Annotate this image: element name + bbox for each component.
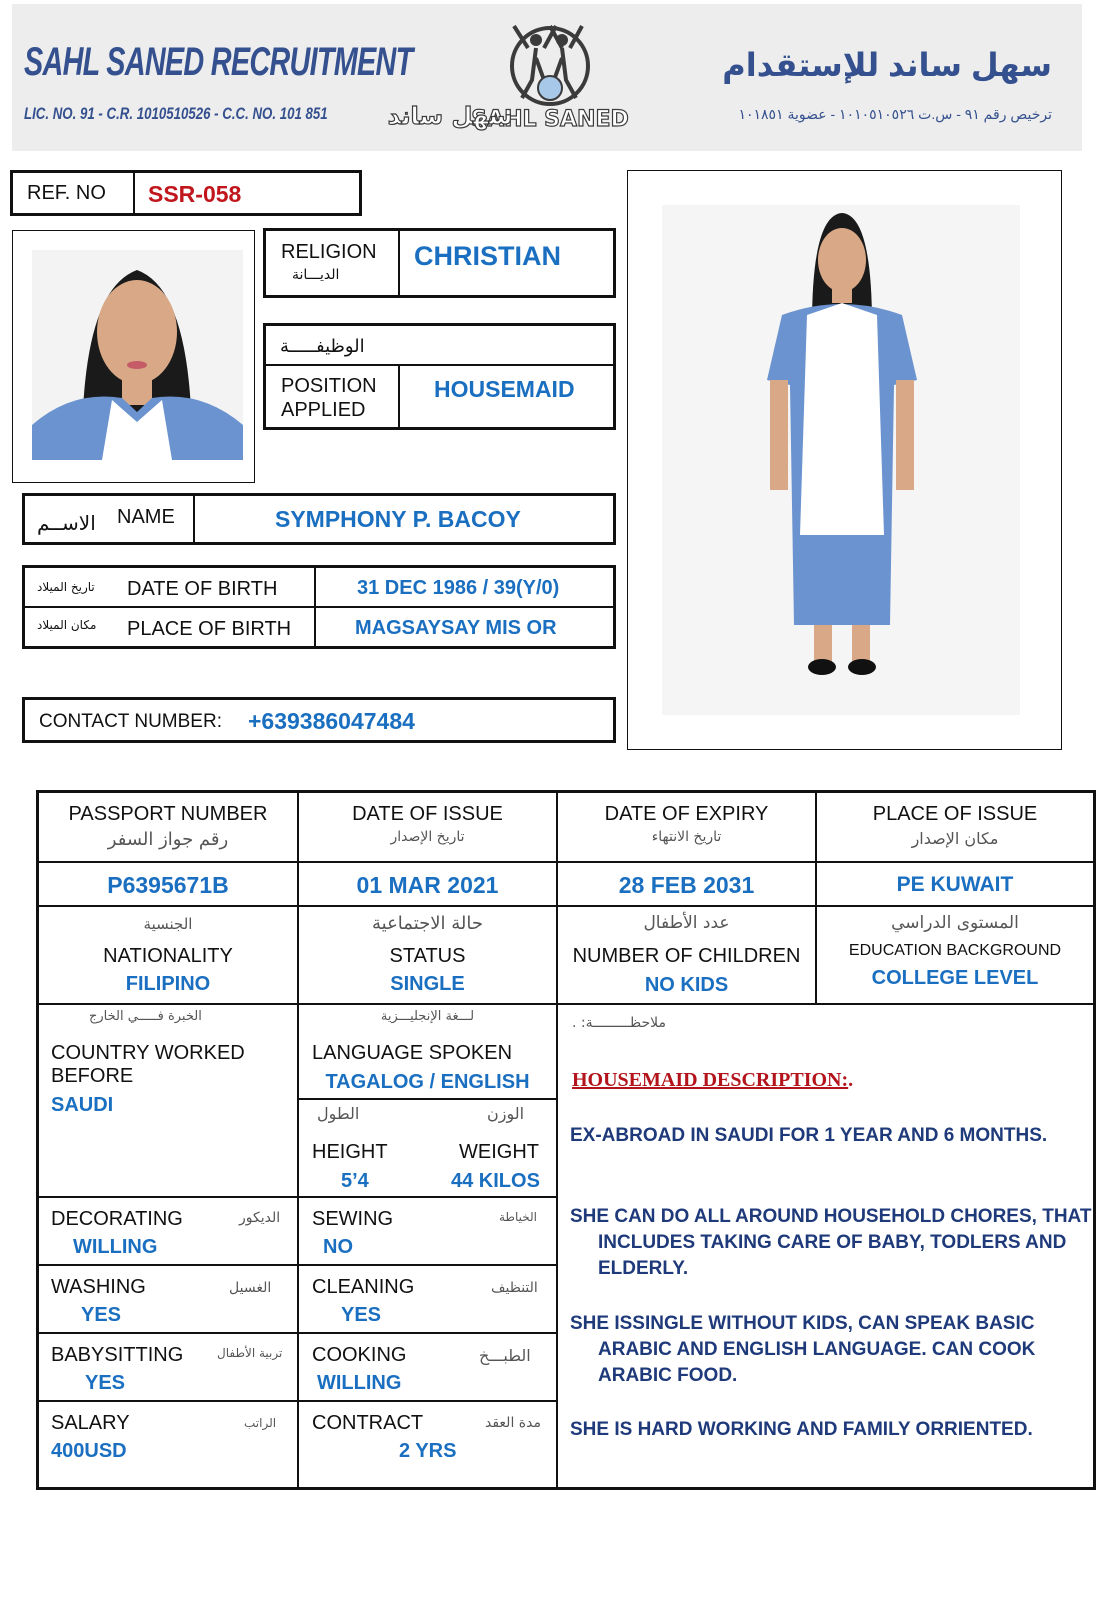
children-cell (558, 907, 817, 1005)
cooking-label-ar: الطبـــخ (479, 1346, 531, 1365)
status-cell (299, 907, 558, 1005)
remarks-label-ar: ملاحظـــــــــة: . (572, 1015, 667, 1031)
ref-label: REF. NO (27, 182, 106, 204)
portrait-frame (12, 230, 255, 483)
expiry-date-label-ar: تاريخ الانتهاء (651, 829, 722, 845)
washing-label-ar: الغسيل (229, 1280, 272, 1296)
nationality-value: FILIPINO (125, 973, 211, 995)
passport-number-header (39, 793, 299, 863)
education-value: COLLEGE LEVEL (871, 967, 1039, 989)
sewing-label-ar: الخياطة (499, 1210, 537, 1224)
status-value: SINGLE (390, 973, 465, 995)
position-label-line1: POSITION (281, 375, 377, 397)
remarks-title-suffix: . (848, 1069, 854, 1091)
sewing-label: SEWING (312, 1208, 394, 1230)
company-license-en: LIC. NO. 91 - C.R. 1010510526 - C.C. NO. 101 851 (24, 104, 328, 123)
religion-value: CHRISTIAN (414, 241, 561, 271)
contract-value: 2 YRS (399, 1440, 457, 1462)
religion-label: RELIGION (281, 241, 377, 263)
decorating-label-ar: الديكور (239, 1210, 281, 1226)
ref-box (10, 170, 362, 216)
nationality-label: NATIONALITY (103, 945, 233, 967)
decorating-value: WILLING (73, 1236, 158, 1258)
country-worked-label-line1: COUNTRY WORKED (51, 1042, 245, 1064)
passport-number: P6395671B (107, 872, 229, 898)
washing-value: YES (81, 1304, 122, 1326)
cleaning-value: YES (341, 1304, 382, 1326)
issue-date-header (299, 793, 558, 863)
height-label-ar: الطول (317, 1104, 360, 1123)
religion-box (263, 228, 616, 298)
contact-box (22, 697, 616, 743)
remarks-panel (558, 1005, 1093, 1487)
sewing-cell (299, 1198, 558, 1266)
place-issue-label: PLACE OF ISSUE (872, 803, 1038, 825)
issue-date-cell (299, 863, 558, 907)
height-value: 5’4 (341, 1170, 369, 1192)
pob-label: PLACE OF BIRTH (127, 618, 292, 640)
contract-label: CONTRACT (312, 1412, 424, 1434)
country-worked-cell (39, 1005, 299, 1198)
education-label: EDUCATION BACKGROUND (848, 942, 1062, 959)
logo-text-en: SAHL SANED (471, 107, 629, 132)
children-label-ar: عدد الأطفال (643, 913, 730, 933)
position-label-ar: الوظيفـــــة (280, 336, 365, 357)
washing-label: WASHING (51, 1276, 146, 1298)
company-logo (387, 18, 690, 133)
remarks-title-line (572, 1069, 853, 1092)
babysitting-cell (39, 1334, 299, 1402)
position-label-line2: APPLIED (281, 399, 366, 421)
children-value: NO KIDS (644, 974, 729, 996)
sewing-value: NO (323, 1236, 353, 1258)
full-body-frame (627, 170, 1062, 750)
place-issue-header (817, 793, 1093, 863)
remarks-title: HOUSEMAID DESCRIPTION: (572, 1069, 849, 1091)
language-value: TAGALOG / ENGLISH (325, 1071, 530, 1093)
height-label: HEIGHT (312, 1141, 388, 1163)
decorating-cell (39, 1198, 299, 1266)
salary-cell (39, 1402, 299, 1487)
cleaning-label-ar: التنظيف (491, 1280, 538, 1296)
contract-cell (299, 1402, 558, 1487)
issue-date: 01 MAR 2021 (356, 872, 499, 898)
babysitting-label-ar: تربية الأطفال (217, 1346, 283, 1360)
expiry-date: 28 FEB 2031 (618, 872, 755, 898)
issue-date-label-ar: تاريخ الإصدار (390, 829, 465, 845)
dob-label: DATE OF BIRTH (127, 578, 278, 600)
status-label-ar: حالة الاجتماعية (371, 913, 483, 934)
cooking-label: COOKING (312, 1344, 407, 1366)
pob-label-ar: مكان الميلاد (37, 618, 97, 632)
details-table (36, 790, 1096, 1490)
height-weight-cell (299, 1100, 558, 1198)
contract-label-ar: مدة العقد (485, 1415, 541, 1431)
place-issue-cell (817, 863, 1093, 907)
weight-label-ar: الوزن (487, 1104, 525, 1123)
salary-label-ar: الراتب (244, 1416, 277, 1430)
name-label-ar: الاســم (37, 511, 96, 535)
contact-label: CONTACT NUMBER: (39, 711, 222, 732)
expiry-date-cell (558, 863, 817, 907)
remarks-paragraph-2: SHE CAN DO ALL AROUND HOUSEHOLD CHORES, THAT INCLUDES TAKING CARE OF BABY, TODLERS AND ELDERLY. (570, 1206, 1092, 1279)
position-box (263, 323, 616, 430)
issue-date-label: DATE OF ISSUE (352, 803, 503, 825)
language-label: LANGUAGE SPOKEN (312, 1042, 513, 1064)
weight-value: 44 KILOS (451, 1170, 540, 1192)
ref-value: SSR-058 (148, 181, 242, 207)
religion-label-ar: الديـــانة (292, 267, 340, 283)
country-worked-label-ar: الخبرة فـــــي الخارج (89, 1009, 202, 1024)
decorating-label: DECORATING (51, 1208, 183, 1230)
full-body-photo (662, 205, 1020, 715)
portrait-photo (32, 250, 243, 460)
babysitting-label: BABYSITTING (51, 1344, 184, 1366)
contact-value: +639386047484 (248, 708, 415, 734)
remarks-paragraph-1: EX-ABROAD IN SAUDI FOR 1 YEAR AND 6 MONTHS. (570, 1125, 1048, 1146)
cleaning-cell (299, 1266, 558, 1334)
expiry-date-header (558, 793, 817, 863)
country-worked-value: SAUDI (51, 1094, 114, 1116)
cooking-cell (299, 1334, 558, 1402)
name-label: NAME (117, 506, 175, 528)
language-label-ar: لـــغة الإنجليـــزية (380, 1009, 475, 1024)
nationality-label-ar: الجنسية (143, 915, 193, 933)
salary-label: SALARY (51, 1412, 130, 1434)
dob-value: 31 DEC 1986 / 39(Y/0) (357, 577, 560, 599)
place-issue-label-ar: مكان الإصدار (911, 829, 999, 848)
company-name-ar: سهل ساند للإستقدام (722, 47, 1052, 83)
passport-number-label-ar: رقم جواز السفر (107, 829, 229, 850)
children-label: NUMBER OF CHILDREN (572, 945, 801, 967)
status-label: STATUS (389, 945, 466, 967)
babysitting-value: YES (85, 1372, 126, 1394)
position-value: HOUSEMAID (434, 376, 575, 402)
language-cell (299, 1005, 558, 1100)
expiry-date-label: DATE OF EXPIRY (604, 803, 769, 825)
dob-label-ar: تاريخ الميلاد (37, 580, 95, 594)
company-name-en: SAHL SANED RECRUITMENT (24, 40, 413, 84)
education-cell (817, 907, 1093, 1005)
name-box (22, 493, 616, 545)
pob-value: MAGSAYSAY MIS OR (355, 617, 557, 639)
remarks-paragraph-4: SHE IS HARD WORKING AND FAMILY ORRIENTED. (570, 1419, 1033, 1440)
name-value: SYMPHONY P. BACOY (275, 506, 521, 532)
birth-box (22, 565, 616, 649)
passport-number-cell (39, 863, 299, 907)
salary-value: 400USD (51, 1440, 127, 1462)
remarks-paragraph-3: SHE ISSINGLE WITHOUT KIDS, CAN SPEAK BASIC ARABIC AND ENGLISH LANGUAGE. CAN COOK ARABIC FOOD. (570, 1313, 1036, 1386)
company-license-ar: ترخيص رقم ٩١ - س.ت ١٠١٠٥١٠٥٢٦ - عضوية ١٠١٨٥١ (738, 106, 1052, 122)
cooking-value: WILLING (317, 1372, 402, 1394)
passport-number-label: PASSPORT NUMBER (68, 803, 268, 825)
place-issue: PE KUWAIT (896, 873, 1014, 896)
nationality-cell (39, 907, 299, 1005)
country-worked-label-line2: BEFORE (51, 1065, 134, 1087)
education-label-ar: المستوى الدراسي (891, 913, 1019, 933)
logo-text-ar: سهل ساند (387, 102, 513, 130)
cleaning-label: CLEANING (312, 1276, 415, 1298)
weight-label: WEIGHT (459, 1141, 539, 1163)
washing-cell (39, 1266, 299, 1334)
